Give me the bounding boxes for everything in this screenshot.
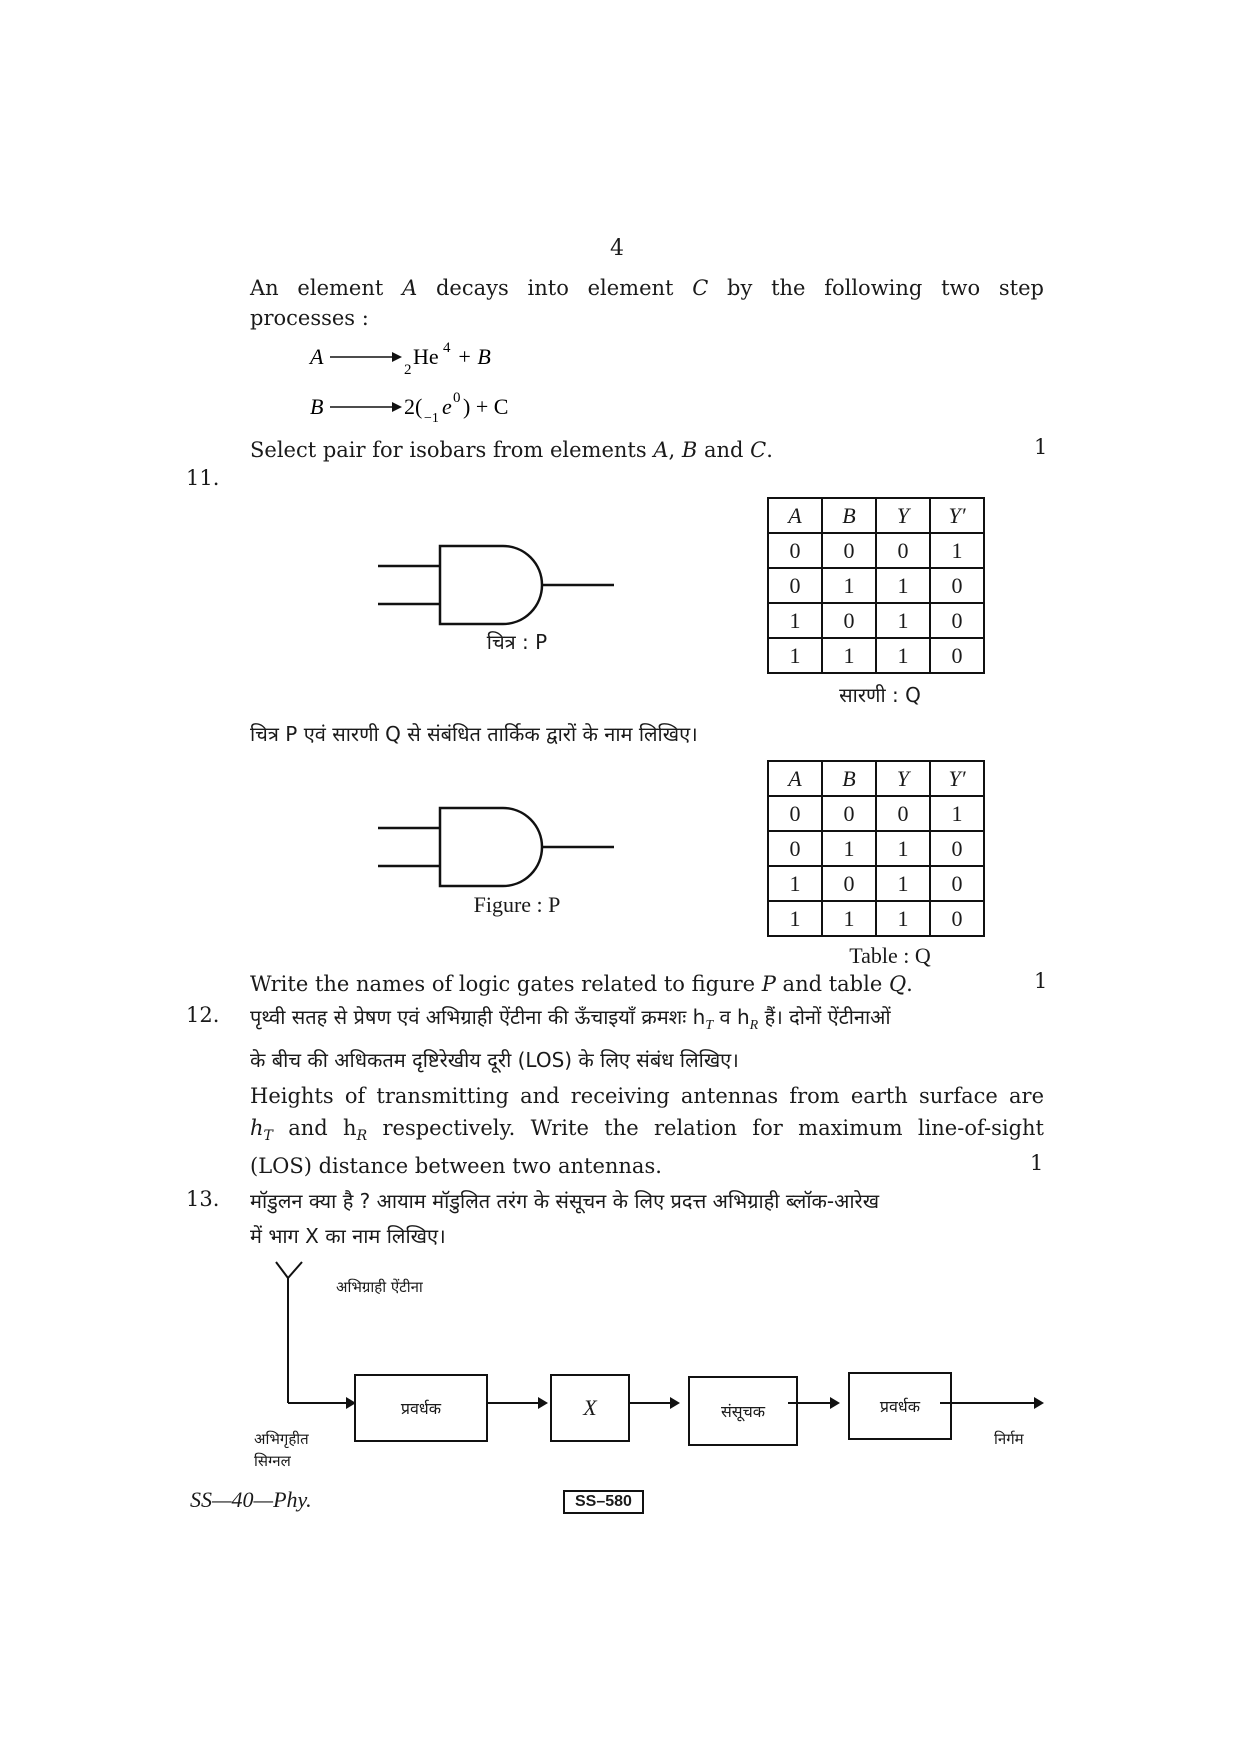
footer-series-code: SS–580 <box>563 1490 644 1514</box>
table-row <box>768 796 984 831</box>
cell: 1 <box>822 568 876 603</box>
cell: 1 <box>768 603 822 638</box>
cell: 0 <box>930 638 984 673</box>
truth-table-hi <box>767 497 985 674</box>
cell: 0 <box>768 533 822 568</box>
eq2-tail: ) + C <box>463 394 509 419</box>
q11-number: 11. <box>186 466 220 490</box>
header-a: A <box>768 498 822 533</box>
header-b: B <box>822 498 876 533</box>
cell: 1 <box>768 638 822 673</box>
table-caption-hi: सारणी : Q <box>839 683 921 707</box>
eq1-main: He <box>413 344 439 369</box>
q11-question-hi: चित्र P एवं सारणी Q से संबंधित तार्किक द्वारों के नाम लिखिए। <box>250 722 698 746</box>
truth-table-header <box>768 761 984 796</box>
q12-en-line2: $h_T$ and $h_R$ respectively. Write the relation for maximum line-of-sight <box>250 1116 1044 1145</box>
table-row <box>768 901 984 936</box>
cell: 1 <box>876 866 930 901</box>
q12-en-line3: (LOS) distance between two antennas. <box>250 1154 662 1178</box>
cell: 0 <box>930 866 984 901</box>
cell: 0 <box>930 831 984 866</box>
cell: 0 <box>876 533 930 568</box>
table-row <box>768 603 984 638</box>
arrow-2-head <box>670 1397 680 1409</box>
eq1-prefix: 2 <box>404 362 412 378</box>
cell: 0 <box>822 796 876 831</box>
output-label: निर्गम <box>994 1430 1024 1448</box>
q13-hindi-line1: मॉडुलन क्या है ? आयाम मॉडुलित तरंग के संसूचन के लिए प्रदत्त अभिग्राही ब्लॉक-आरेख <box>250 1189 880 1213</box>
q12-hindi-line1: पृथ्वी सतह से प्रेषण एवं अभिग्राही ऐंटीना की ऊँचाइयाँ क्रमशः $h_T$ व $h_R$ हैं। दोनों ऐंटीनाओं <box>250 1005 891 1033</box>
table-row <box>768 533 984 568</box>
truth-table-header <box>768 498 984 533</box>
arrow-3-head <box>830 1397 840 1409</box>
cell: 1 <box>822 831 876 866</box>
cell: 1 <box>876 638 930 673</box>
truth-table-en <box>767 760 985 937</box>
eq2-main: e <box>442 394 452 419</box>
cell: 0 <box>768 796 822 831</box>
amplifier-block-2: प्रवर्धक <box>848 1372 952 1440</box>
cell: 0 <box>822 866 876 901</box>
page-number: 4 <box>610 236 624 261</box>
eq2-arrowhead <box>392 402 402 412</box>
header-y: Y <box>876 761 930 796</box>
header-y: Y <box>876 498 930 533</box>
antenna-label: अभिग्राही ऐंटीना <box>336 1278 423 1296</box>
cell: 0 <box>822 603 876 638</box>
table-row <box>768 866 984 901</box>
header-b: B <box>822 761 876 796</box>
eq1-tail: + B <box>457 344 491 369</box>
cell: 1 <box>876 831 930 866</box>
cell: 1 <box>876 568 930 603</box>
header-y-prime: Y′ <box>930 498 984 533</box>
table-caption-en: Table : Q <box>849 943 931 968</box>
amplifier-block-1: प्रवर्धक <box>354 1374 488 1442</box>
cell: 0 <box>768 831 822 866</box>
received-signal-label: अभिगृहीत सिग्नल <box>254 1430 309 1470</box>
cell: 0 <box>768 568 822 603</box>
q10-marks: 1 <box>1034 435 1048 459</box>
header-a: A <box>768 761 822 796</box>
cell: 1 <box>822 901 876 936</box>
q11-marks: 1 <box>1034 969 1048 993</box>
antenna-arm-right <box>288 1262 302 1278</box>
block-x: X <box>550 1374 630 1442</box>
cell: 1 <box>876 901 930 936</box>
output-arrowhead <box>1034 1397 1044 1409</box>
q12-number: 12. <box>186 1003 220 1027</box>
eq1-sup: 4 <box>443 340 451 356</box>
table-row <box>768 638 984 673</box>
cell: 0 <box>930 901 984 936</box>
q13-number: 13. <box>186 1187 220 1211</box>
cell: 0 <box>822 533 876 568</box>
q12-marks: 1 <box>1030 1151 1044 1175</box>
q10-intro-line2: processes : <box>250 306 369 330</box>
cell: 0 <box>930 568 984 603</box>
cell: 1 <box>768 901 822 936</box>
figure-caption-en: Figure : P <box>473 892 561 917</box>
detector-block: संसूचक <box>688 1376 798 1446</box>
q12-en-line1: Heights of transmitting and receiving antennas from earth surface are <box>250 1084 1044 1108</box>
eq1-arrowhead <box>392 352 402 362</box>
figure-caption-hi: चित्र : P <box>486 630 548 654</box>
eq1-lhs: A <box>310 344 324 369</box>
cell: 0 <box>876 796 930 831</box>
cell: 1 <box>930 796 984 831</box>
q10-question: Select pair for isobars from elements A, B and C. <box>250 438 773 462</box>
table-row <box>768 831 984 866</box>
eq2-lhs: B <box>310 394 324 419</box>
cell: 1 <box>768 866 822 901</box>
arrow-1-head <box>538 1397 548 1409</box>
eq2-sub: −1 <box>424 411 439 426</box>
q12-hindi-line2: के बीच की अधिकतम दृष्टिरेखीय दूरी (LOS) के लिए संबंध लिखिए। <box>250 1048 739 1072</box>
cell: 1 <box>822 638 876 673</box>
q13-hindi-line2: में भाग X का नाम लिखिए। <box>250 1224 446 1248</box>
q11-question-en: Write the names of logic gates related to figure P and table Q. <box>250 972 913 996</box>
cell: 1 <box>930 533 984 568</box>
table-row <box>768 568 984 603</box>
antenna-arm-left <box>276 1262 288 1278</box>
eq2-pre: 2( <box>404 394 423 419</box>
q10-equations <box>300 336 560 436</box>
and-gate-body <box>440 546 542 624</box>
footer-paper-code: SS—40—Phy. <box>190 1487 312 1512</box>
cell: 1 <box>876 603 930 638</box>
and-gate-body <box>440 808 542 886</box>
q10-intro-line1: An element A decays into element C by the following two step <box>250 276 1044 300</box>
header-y-prime: Y′ <box>930 761 984 796</box>
cell: 0 <box>930 603 984 638</box>
eq2-sup: 0 <box>453 390 461 406</box>
